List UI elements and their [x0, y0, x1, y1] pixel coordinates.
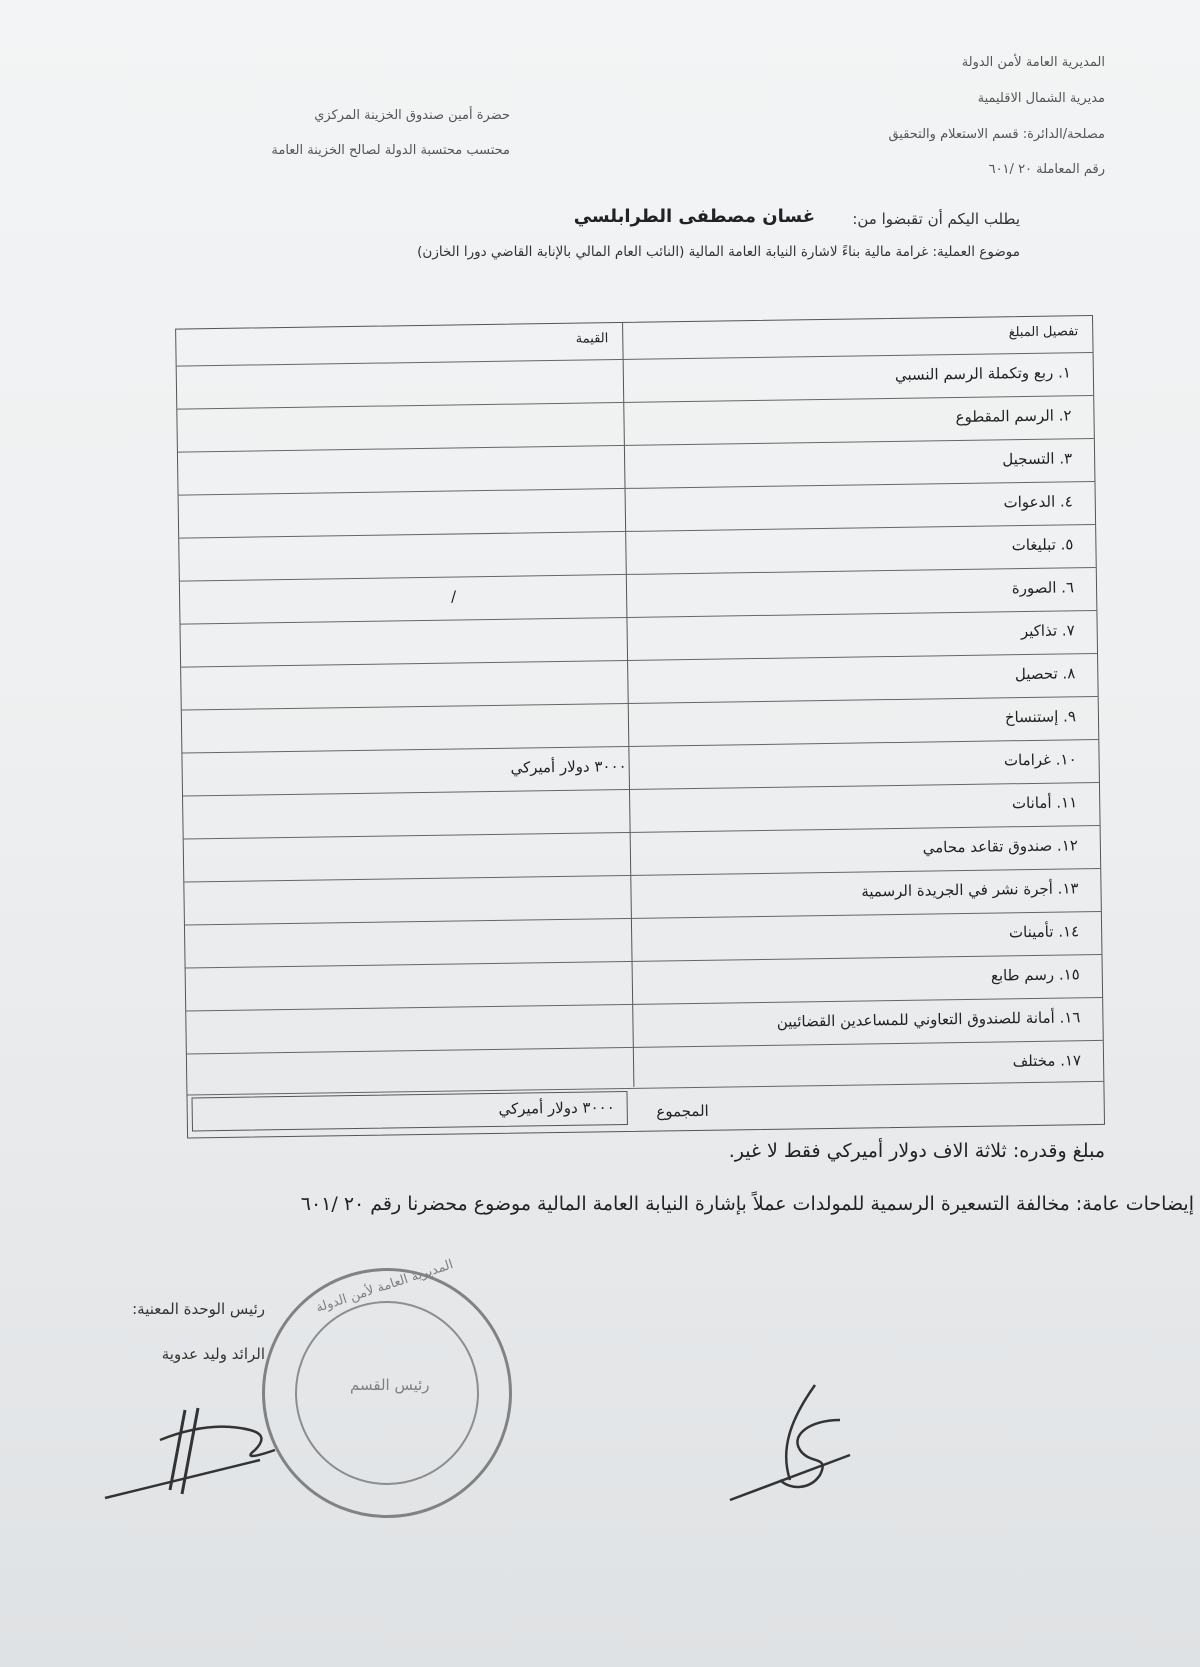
general-remarks: إيضاحات عامة: مخالفة التسعيرة الرسمية للمولدات عملاً بإشارة النيابة العامة المالية موضوع محضرنا رقم ٢٠ /٦٠١: [300, 1193, 1194, 1215]
table-row-label: ٨. تحصيل: [1014, 664, 1076, 684]
payer-name: غسان مصطفى الطرابلسي: [573, 206, 815, 227]
table-row-label: ١٣. أجرة نشر في الجريدة الرسمية: [861, 879, 1079, 901]
table-row-label: ٤. الدعوات: [1003, 492, 1073, 512]
table-bottom-line: [187, 1081, 1103, 1096]
total-label: المجموع: [656, 1101, 709, 1121]
row-separator: [180, 610, 1096, 625]
table-row-label: ٥. تبليغات: [1011, 535, 1074, 555]
total-box: [192, 1091, 628, 1131]
table-row-label: ١٧. مختلف: [1012, 1051, 1082, 1071]
accountant-line: محتسب محتسبة الدولة لصالح الخزينة العامة: [271, 143, 510, 158]
total-value: ٣٠٠٠ دولار أميركي: [498, 1098, 615, 1118]
row-separator: [182, 696, 1098, 711]
table-row-label: ٩. إستنساخ: [1004, 707, 1077, 727]
header-detail: تفصيل المبلغ: [1008, 324, 1079, 341]
table-row-label: ١٢. صندوق تقاعد محامي: [922, 836, 1078, 857]
table-row-label: ٧. تذاكير: [1020, 621, 1075, 641]
table-row-label: ١٦. أمانة للصندوق التعاوني للمساعدين القضائيين: [776, 1008, 1081, 1031]
table-row-label: ٢. الرسم المقطوع: [955, 406, 1072, 427]
row-separator: [178, 438, 1094, 453]
header-directorate: المديرية العامة لأمن الدولة: [961, 55, 1105, 70]
operation-subject: موضوع العملية: غرامة مالية بناءً لاشارة النيابة العامة المالية (النائب العام المالي بالإنابة القاضي دورا الخازن): [417, 244, 1020, 260]
stamp-inner-text: رئيس القسم: [350, 1376, 430, 1394]
row-separator: [180, 567, 1096, 582]
row-separator: [183, 782, 1099, 797]
table-row-label: ١٥. رسم طابع: [990, 965, 1080, 985]
request-prefix: يطلب اليكم أن تقبضوا من:: [852, 210, 1020, 228]
header-value: القيمة: [575, 331, 609, 347]
row-separator: [181, 653, 1097, 668]
left-signature: [100, 1390, 330, 1510]
amount-in-words: مبلغ وقدره: ثلاثة الاف دولار أميركي فقط لا غير.: [728, 1140, 1105, 1162]
row-separator: [179, 524, 1095, 539]
row-separator: [182, 739, 1098, 754]
addressee-line: حضرة أمين صندوق الخزينة المركزي: [314, 108, 510, 123]
table-row-label: ١٠. غرامات: [1003, 750, 1077, 770]
header-transaction-number: رقم المعاملة ٢٠ /٦٠١: [988, 162, 1105, 177]
header-department: مصلحة/الدائرة: قسم الاستعلام والتحقيق: [888, 127, 1105, 142]
right-signature: [720, 1380, 870, 1510]
row-separator: [179, 481, 1095, 496]
table-row-value: ٣٠٠٠ دولار أميركي: [510, 756, 627, 777]
amount-details-table: [175, 315, 1105, 1139]
unit-head-label: رئيس الوحدة المعنية:: [132, 1300, 265, 1318]
table-row-label: ٦. الصورة: [1011, 578, 1075, 598]
header-regional-directorate: مديرية الشمال الاقليمية: [977, 91, 1105, 106]
stamp-outer-text: المديرية العامة لأمن الدولة: [314, 1257, 456, 1316]
row-separator: [186, 954, 1102, 969]
table-row-label: ١٤. تأمينات: [1008, 922, 1080, 942]
table-row-value: /: [450, 587, 457, 606]
column-divider: [622, 323, 634, 1087]
table-row-label: ١١. أمانات: [1011, 793, 1078, 813]
table-row-label: ٣. التسجيل: [1002, 449, 1073, 469]
row-separator: [185, 911, 1101, 926]
unit-head-name: الرائد وليد عدوية: [161, 1345, 265, 1363]
table-row-label: ١. ربع وتكملة الرسم النسبي: [894, 363, 1071, 384]
row-separator: [187, 1040, 1103, 1055]
